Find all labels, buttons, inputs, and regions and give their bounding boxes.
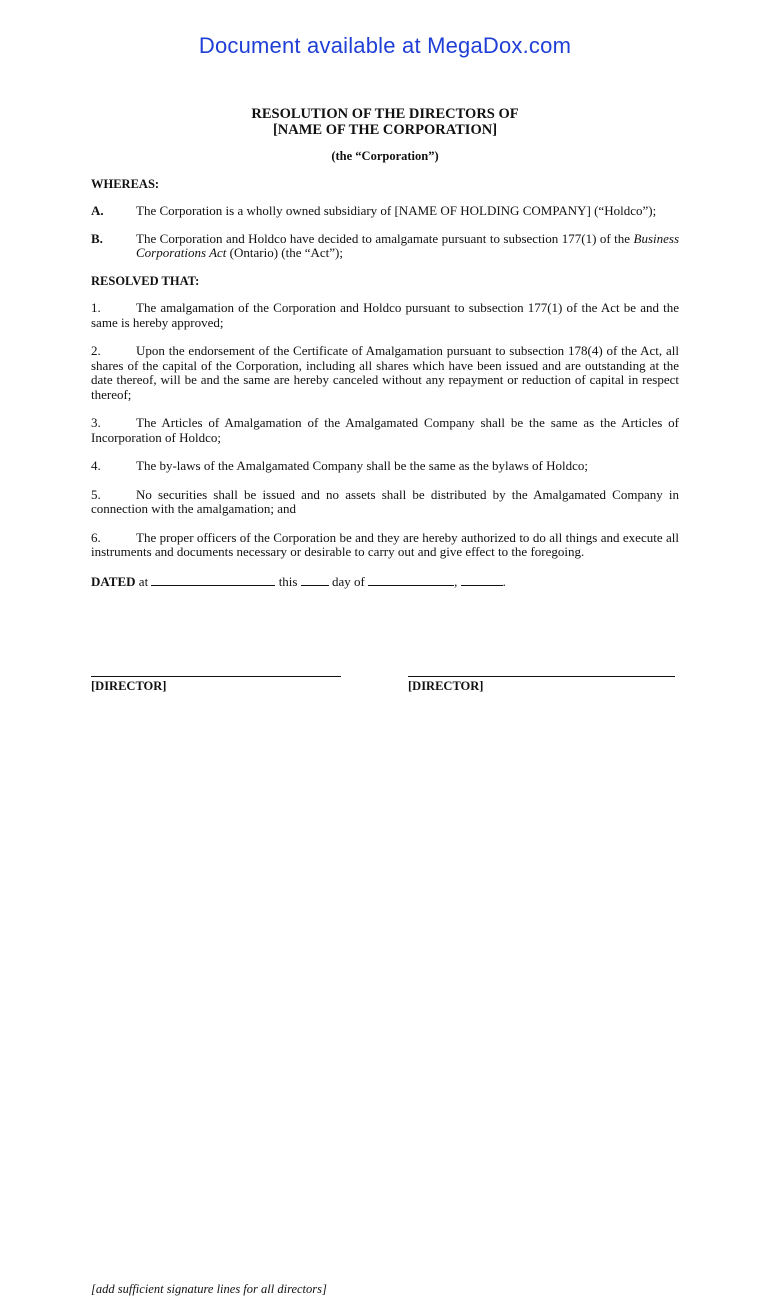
paragraph-text: The Articles of Amalgamation of the Amalgamated Company shall be the same as the Articles of Incorporation of Holdco; [91,415,679,445]
title-line-2: [NAME OF THE CORPORATION] [272,122,498,138]
signature-line[interactable] [408,676,675,677]
resolution-paragraph-5 [91,488,679,517]
resolution-paragraph-2 [91,344,679,402]
paragraph-number: 5. [91,486,101,502]
paragraph-number: 6. [91,529,101,545]
paragraph-number: 1. [91,300,101,315]
paragraph-text: No securities shall be issued and no assets shall be distributed by the Amalgamated Company in connection with the amalgamation; and [91,486,679,516]
paragraph-text: The by-laws of the Amalgamated Company shall be the same as the bylaws of Holdco; [136,458,588,473]
document-title [91,106,679,138]
resolution-body [91,106,679,1296]
place-blank[interactable] [151,574,275,586]
signature-line[interactable] [91,676,341,677]
resolution-paragraph-1 [91,301,679,330]
year-blank[interactable] [461,574,503,586]
whereas-heading: WHEREAS: [91,176,160,191]
resolution-paragraph-6 [91,531,679,560]
title-line-1: RESOLUTION OF THE DIRECTORS OF [251,106,519,122]
dated-line: DATED at this day of , . [91,573,506,589]
megadox-watermark[interactable]: Document available at MegaDox.com [198,33,572,58]
signature-2 [408,676,675,694]
paragraph-number: 4. [91,458,101,473]
day-blank[interactable] [301,574,329,586]
paragraph-number: 2. [91,343,101,358]
recital-text: The Corporation and Holdco have decided to amalgamate pursuant to subsection 177(1) of the Business Corporations Act (Ontario) (the “Act”); [136,230,679,260]
signature-1 [91,676,341,694]
act-name: Business Corporations Act [136,230,679,260]
recital-label: B. [91,230,103,246]
recital-label: A. [91,203,104,218]
signature-note: [add sufficient signature lines for all directors] [91,1282,327,1296]
resolved-heading: RESOLVED THAT: [91,273,200,288]
recital-a [91,204,679,219]
paragraph-text: The amalgamation of the Corporation and Holdco pursuant to subsection 177(1) of the Act be and the same is hereby approved; [91,300,679,330]
paragraph-text: The proper officers of the Corporation be and they are hereby authorized to do all things and execute all instruments and documents necessary or desirable to carry out and give effect to the foregoing. [91,529,679,559]
signature-label: [DIRECTOR] [91,679,167,693]
recital-text: The Corporation is a wholly owned subsidiary of [NAME OF HOLDING COMPANY] (“Holdco”); [136,203,657,218]
recital-b [91,232,679,261]
resolution-paragraph-4 [91,459,679,474]
paragraph-text: Upon the endorsement of the Certificate of Amalgamation pursuant to subsection 178(4) of the Act, all shares of the capital of the Corporation, including all shares which have been issued and are outstanding at the date thereof, will be and the same are hereby canceled without any repayment or reduction of capital in respect thereof; [91,343,679,402]
signature-label: [DIRECTOR] [408,679,484,693]
dated-label: DATED [91,573,136,589]
document-subtitle: (the “Corporation”) [331,149,439,163]
resolution-paragraph-3 [91,416,679,445]
paragraph-number: 3. [91,415,101,430]
month-blank[interactable] [368,574,454,586]
